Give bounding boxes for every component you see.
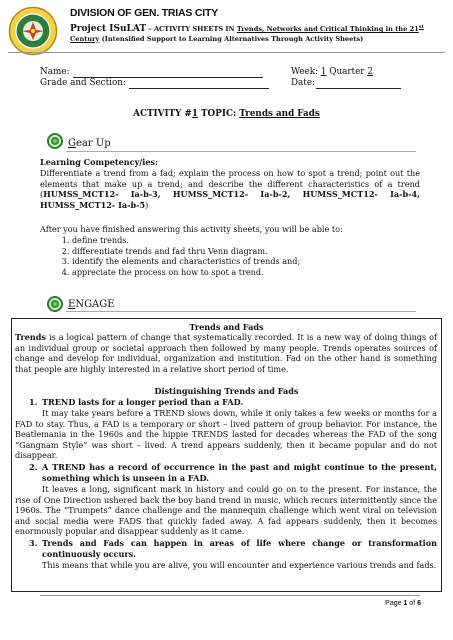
- objectives-intro: After you have finished answering this activity sheets, you will be able to:: [40, 224, 343, 234]
- point-body: It leaves a long, significant mark in history and could go on to the present. For instance, the rise of One Direction ushered back the boy band trend in music, which recurs intermittently since the 1960s. The “Trumpets” dance challenge and the mannequin challenge which went viral on television and social media were FADS that quickly faded away. A fad appears suddenly, then it becomes enormously popular and disappear suddenly as it came.: [15, 484, 437, 537]
- point-number: 1.: [29, 397, 38, 407]
- gear-up-heading: Gear Up: [68, 138, 111, 149]
- engage-icon: [47, 296, 63, 312]
- list-item: 2. differentiate trends and fad thru Venn diagram.: [72, 246, 402, 257]
- point-heading: Trends and Fads can happen in areas of life where change or transformation continuously occurs.: [42, 538, 437, 559]
- objectives-list: [60, 235, 402, 277]
- header-divider: [8, 52, 445, 53]
- division-seal-logo: [8, 6, 58, 56]
- footer-divider: [40, 595, 420, 596]
- box-title: Trends and Fads: [189, 322, 264, 332]
- gear-up-divider: [66, 151, 416, 152]
- date-field[interactable]: [316, 88, 401, 89]
- point-number: 2.: [29, 462, 38, 472]
- division-title: DIVISION OF GEN. TRIAS CITY: [70, 7, 219, 19]
- gear-up-icon: [47, 133, 63, 149]
- name-label: Name:: [40, 67, 70, 77]
- page-number: Page 1 of 6: [385, 600, 421, 607]
- point-heading: TREND lasts for a longer period than a FAD.: [42, 397, 244, 407]
- point-heading: A TREND has a record of occurrence in the past and might continue to the present, something which is unseen in a FAD.: [42, 462, 437, 483]
- engage-divider: [66, 311, 416, 312]
- point-number: 3.: [29, 538, 38, 548]
- list-item: 1. define trends.: [72, 235, 402, 246]
- week-quarter: Week: 1 Quarter 2: [291, 67, 373, 77]
- competency-heading: Learning Competency/ies:: [40, 157, 159, 167]
- engage-heading: ENGAGE: [68, 299, 115, 310]
- distinguishing-title: Distinguishing Trends and Fads: [154, 386, 299, 396]
- competency-text: Differentiate a trend from a fad; explain the process on how to spot a trend; point out the elements that make up a trend; and describe the different characteristics of a trend (HUMSS_MCT12- Ia-b-3, HUMSS_MCT12- Ia-b-2, HUMSS_MCT12- Ia-b-4, HUMSS_MCT12- Ia-b-5): [40, 168, 420, 210]
- list-item: 3. identify the elements and characteristics of trends and;: [72, 256, 402, 267]
- date-label: Date:: [291, 78, 316, 88]
- grade-section-label: Grade and Section:: [40, 78, 126, 88]
- project-title: Project ISuLAT – ACTIVITY SHEETS IN Trends, Networks and Critical Thinking in the 21st Century (Intensified Support to Learning Alternatives Through Activity Sheets): [70, 24, 424, 43]
- point-body: It may take years before a TREND slows down, while it only takes a few weeks or months for a FAD to stay. Thus, a FAD is a temporary or short – lived pattern of group behavior. For instance, the Beatlemania in the 1960s and the hippie TRENDS lasted for decades whereas the FAD of the song “Gangnam Style” was short – lived. A trend appears suddenly, then it became popular and do not disappear.: [15, 408, 437, 461]
- grade-section-field[interactable]: [129, 88, 269, 89]
- activity-title: ACTIVITY #1 TOPIC: Trends and Fads: [133, 109, 320, 119]
- trends-definition: Trends is a logical pattern of change that systematically recorded. It is a new way of doing things of an individual group or societal approach then followed by many people. Trends operates sources of change and develop for individual, organization and institution. Fad on the other hand is something that people are highly interested in a relative short period of time.: [15, 332, 437, 374]
- list-item: 4. appreciate the process on how to spot a trend.: [72, 267, 402, 278]
- point-body: This means that while you are alive, you will encounter and experience various trends and fads.: [42, 560, 437, 570]
